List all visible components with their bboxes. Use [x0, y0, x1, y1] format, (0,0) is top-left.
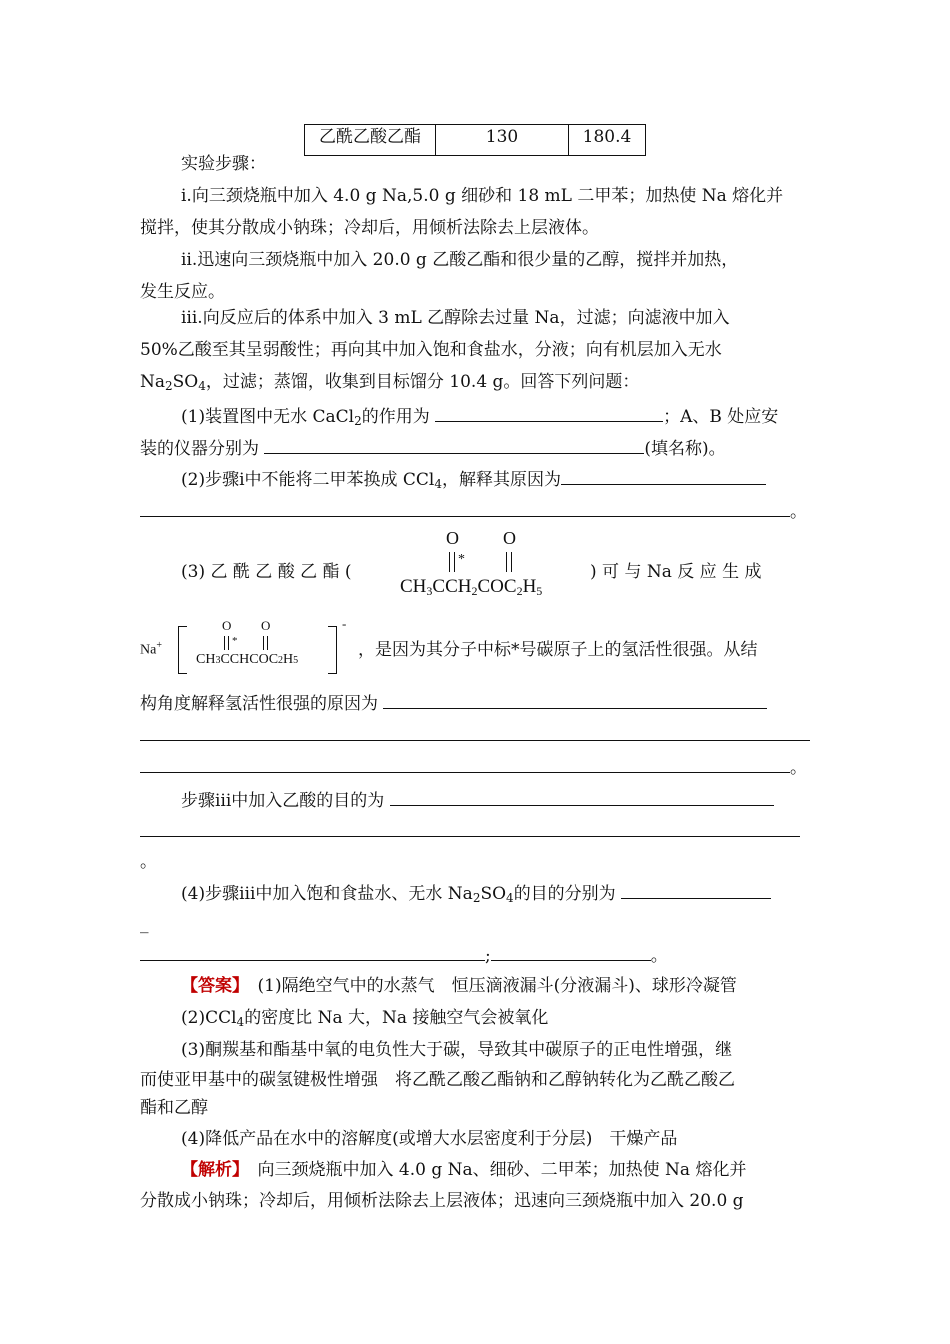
- oxygen-label: O: [261, 618, 271, 633]
- answer-line-3a: (3)酮羰基和酯基中氧的电负性大于碳，导致其中碳原子的正电性增强，继: [181, 1040, 733, 1060]
- star-mark: *: [458, 552, 465, 567]
- table-cell-name: 乙酰乙酸乙酯: [305, 125, 436, 156]
- answer-line-1: 【答案】 (1)隔绝空气中的水蒸气 恒压滴液漏斗(分液漏斗)、球形冷凝管: [181, 976, 737, 996]
- formula: $CH_3CCH_2COC_2H_5$: [400, 576, 543, 598]
- oxygen-label: O: [503, 528, 516, 548]
- sodium-enolate-structure: [140, 616, 352, 678]
- question-3-line-a-post: ) 可 与 Na 反 应 生 成: [590, 562, 762, 582]
- question-3-line-b: ，是因为其分子中标*号碳原子上的氢活性很强。从结: [358, 640, 758, 660]
- question-1-line-a: (1)装置图中无水 CaCl$_2$的作用为 ；A、B 处应安: [181, 403, 778, 433]
- table-row: [305, 125, 646, 156]
- answer-blank[interactable]: [140, 754, 790, 773]
- double-bond: [506, 552, 512, 572]
- analysis-line-b: 分散成小钠珠；冷却后，用倾析法除去上层液体；迅速向三颈烧瓶中加入 20.0 g: [140, 1191, 744, 1211]
- question-3-blank-line: [140, 722, 810, 748]
- property-table: [304, 124, 646, 156]
- answer-line-2: (2)CCl$_4$的密度比 Na 大，Na 接触空气会被氧化: [181, 1008, 549, 1029]
- sodium-label: Na+: [140, 640, 162, 658]
- step1-line-a: ⅰ.向三颈烧瓶中加入 4.0 g Na,5.0 g 细砂和 18 mL 二甲苯；加热使 Na 熔化并: [181, 186, 784, 206]
- charge-minus: -: [342, 616, 347, 631]
- answer-blank[interactable]: [140, 498, 790, 517]
- step3-line-c: $Na_2SO_4$，过滤；蒸馏，收集到目标馏分 10.4 g。回答下列问题：: [140, 372, 640, 393]
- double-bond: [224, 636, 229, 650]
- question-4-line-b: ; 。: [140, 942, 668, 968]
- question-3-line-c: 构角度解释氢活性很强的原因为: [140, 690, 767, 716]
- answer-blank[interactable]: [491, 942, 651, 961]
- question-1-line-b: 装的仪器分别为 (填名称)。: [140, 435, 726, 461]
- left-bracket: [178, 626, 187, 674]
- step3-line-b: 50%乙酸至其呈弱酸性；再向其中加入饱和食盐水，分液；向有机层加入无水: [140, 340, 722, 360]
- double-bond: [263, 636, 268, 650]
- answer-blank[interactable]: [561, 466, 766, 485]
- acetoacetate-structure: [400, 528, 590, 604]
- steps-label: 实验步骤：: [181, 154, 266, 174]
- answer-line-3b: 而使亚甲基中的碳氢键极性增强 将乙酰乙酸乙酯钠和乙醇钠转化为乙酰乙酸乙: [140, 1070, 735, 1090]
- double-bond: [449, 552, 455, 572]
- analysis-line-a: 【解析】 向三颈烧瓶中加入 4.0 g Na、细砂、二甲苯；加热使 Na 熔化并: [181, 1160, 747, 1180]
- question-2-line-b: 。: [140, 498, 807, 524]
- star-mark: *: [232, 635, 238, 647]
- answer-blank[interactable]: [383, 690, 767, 709]
- question-3-blank-line: 。: [140, 754, 807, 780]
- analysis-label: 【解析】: [181, 1160, 241, 1180]
- answer-blank[interactable]: [140, 942, 485, 961]
- step3-line-a: ⅲ.向反应后的体系中加入 3 mL 乙醇除去过量 Na，过滤；向滤液中加入: [181, 308, 730, 328]
- answer-blank[interactable]: [140, 818, 800, 837]
- table-cell-mass: 130: [436, 125, 569, 156]
- step1-line-b: 搅拌，使其分散成小钠珠；冷却后，用倾析法除去上层液体。: [140, 218, 599, 238]
- answer-line-3c: 酯和乙醇: [140, 1098, 208, 1118]
- answer-blank[interactable]: [140, 722, 810, 741]
- table-cell-bp: 180.4: [569, 125, 646, 156]
- oxygen-label: O: [446, 528, 459, 548]
- period-mark: 。: [140, 852, 157, 872]
- step2-line-b: 发生反应。: [140, 282, 225, 302]
- oxygen-label: O: [222, 618, 232, 633]
- right-bracket: [328, 626, 337, 674]
- question-3-line-a-pre: (3) 乙 酰 乙 酸 乙 酯 (: [181, 562, 352, 582]
- question-4-line-a: (4)步骤ⅲ中加入饱和食盐水、无水 $Na_2SO_4$的目的分别为: [181, 880, 771, 910]
- formula: CH3CCHCOC2H5: [196, 652, 299, 667]
- answer-blank[interactable]: [621, 880, 771, 899]
- question-3-step-line: 步骤ⅲ中加入乙酸的目的为: [181, 787, 774, 813]
- question-3-blank-line: [140, 818, 800, 844]
- answer-label: 【答案】: [181, 976, 241, 996]
- step2-line-a: ⅱ.迅速向三颈烧瓶中加入 20.0 g 乙酸乙酯和很少量的乙醇，搅拌并加热，: [181, 250, 739, 270]
- question-2-line-a: (2)步骤ⅰ中不能将二甲苯换成 CCl$_4$，解释其原因为: [181, 466, 766, 496]
- answer-blank[interactable]: [264, 435, 644, 454]
- answer-blank[interactable]: [390, 787, 774, 806]
- answer-line-4: (4)降低产品在水中的溶解度(或增大水层密度利于分层) 干燥产品: [181, 1129, 678, 1149]
- question-4-dash: _: [140, 914, 149, 934]
- answer-blank[interactable]: [435, 403, 663, 422]
